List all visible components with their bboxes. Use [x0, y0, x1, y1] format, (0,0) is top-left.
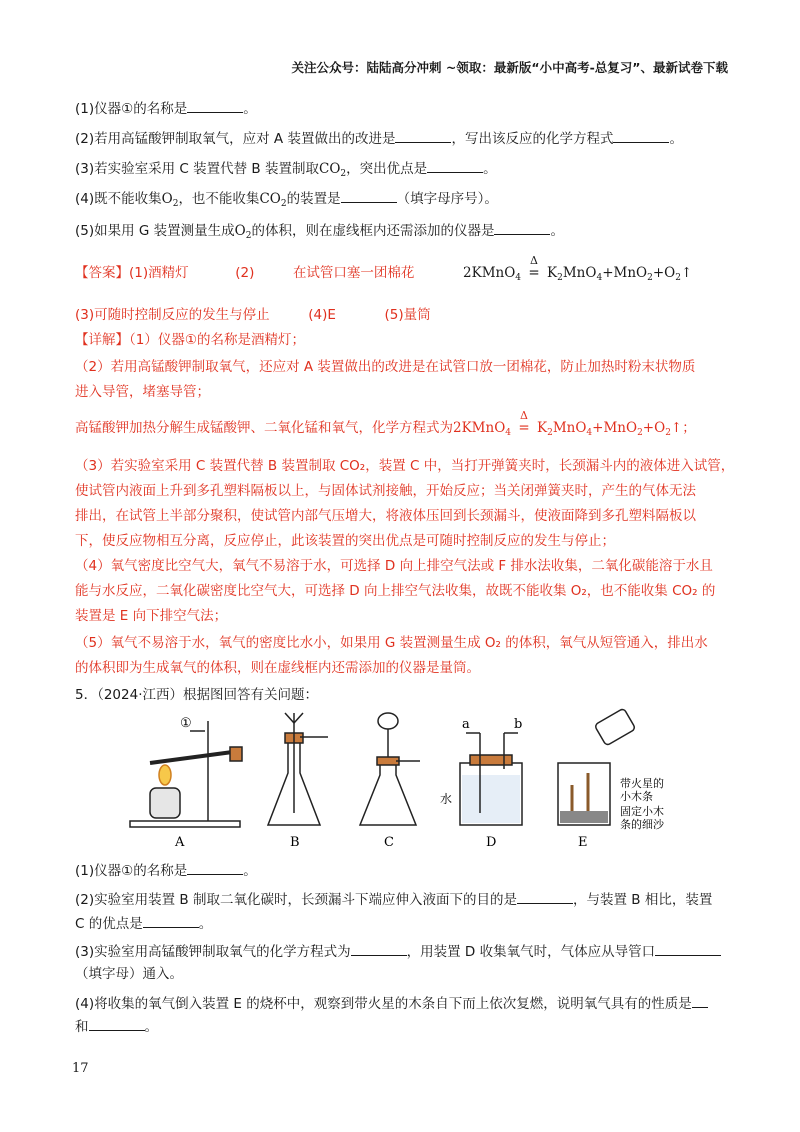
apparatus-figure — [120, 703, 680, 853]
answer-blank[interactable] — [494, 220, 550, 235]
q-part-4: (4)既不能收集$O_2$，也不能收集$CO_2$的装置是 （填字母序号）。 — [75, 188, 498, 214]
label-d: D — [486, 835, 497, 850]
apparatus-c — [360, 713, 420, 825]
answer-blank[interactable] — [517, 889, 573, 904]
q-part-5: (5)如果用 G 装置测量生成$O_2$的体积，则在虚线框内还需添加的仪器是 。 — [75, 220, 564, 246]
detail-1: 【详解】（1）仪器①的名称是酒精灯； — [75, 332, 305, 348]
detail-4b: 能与水反应，二氧化碳密度比空气大，可选择 D 向上排空气法收集，故既不能收集 O₂，也不能收集 CO₂ 的 — [75, 583, 716, 599]
co2-formula: $CO_2$ — [259, 191, 287, 209]
water-label: 水 — [440, 792, 453, 806]
answer-blank[interactable] — [613, 128, 669, 143]
label-c: C — [384, 835, 394, 850]
e-note-2: 小木条 — [620, 790, 653, 803]
e-note-1: 带火星的 — [620, 777, 664, 790]
q5-part-2b: C 的优点是 。 — [75, 913, 212, 934]
detail-2a: （2）若用高锰酸钾制取氧气，还应对 A 装置做出的改进是在试管口放一团棉花，防止加热时粉末状物质 — [75, 359, 696, 375]
detail-3a: （3）若实验室采用 C 装置代替 B 装置制取 CO₂，装置 C 中，当打开弹簧夹时，长颈漏斗内的液体进入试管， — [75, 458, 735, 474]
label-b: B — [290, 835, 300, 850]
e-note-3: 固定小木 — [620, 805, 664, 818]
q5-part-3b: （填字母）通入。 — [75, 966, 183, 982]
q-part-2: (2)若用高锰酸钾制取氧气，应对 A 装置做出的改进是 ，写出该反应的化学方程式 。 — [75, 128, 683, 149]
detail-3d: 下，使反应物相互分离，反应停止，此该装置的突出优点是可随时控制反应的发生与停止； — [75, 533, 615, 549]
circle-one-marker: ① — [180, 716, 192, 731]
answer-blank[interactable] — [143, 913, 199, 928]
detail-5b: 的体积即为生成氧气的体积，则在虚线框内还需添加的仪器是量筒。 — [75, 660, 480, 676]
answer-blank[interactable] — [395, 128, 451, 143]
apparatus-d — [460, 733, 522, 825]
q-part-1: (1)仪器①的名称是 。 — [75, 98, 257, 119]
page-number: 17 — [72, 1061, 89, 1076]
answer-blank[interactable] — [655, 941, 721, 956]
answer-blank[interactable] — [89, 1016, 145, 1031]
detail-5a: （5）氧气不易溶于水，氧气的密度比水小，如果用 G 装置测量生成 O₂ 的体积，氧气从短管通入，排出水 — [75, 635, 708, 651]
question-5-title: 5．（2024·江西）根据图回答有关问题： — [75, 687, 318, 703]
detail-4a: （4）氧气密度比空气大，氧气不易溶于水，可选择 D 向上排空气法或 F 排水法收集，二氧化碳能溶于水且 — [75, 558, 713, 574]
q5-part-4b: 和 。 — [75, 1016, 158, 1037]
answer-blank[interactable] — [427, 158, 483, 173]
q5-part-2a: (2)实验室用装置 B 制取二氧化碳时，长颈漏斗下端应伸入液面下的目的是 ，与装置 B 相比，装置 — [75, 889, 712, 910]
page-header: 关注公众号：陆陆高分冲刺 ~领取：最新版“小中高考-总复习”、最新试卷下载 — [291, 60, 728, 75]
answer-blank[interactable] — [351, 941, 407, 956]
e-note-4: 条的细沙 — [620, 818, 664, 831]
answer-blank[interactable] — [692, 993, 708, 1008]
detail-2b: 进入导管，堵塞导管； — [75, 384, 210, 400]
apparatus-b — [268, 713, 328, 825]
q-part-3: (3)若实验室采用 C 装置代替 B 装置制取$CO_2$，突出优点是 。 — [75, 158, 497, 184]
o2-formula: $O_2$ — [234, 223, 252, 241]
label-a: A — [175, 835, 185, 850]
q5-part-3a: (3)实验室用高锰酸钾制取氧气的化学方程式为 ，用装置 D 收集氧气时，气体应从导管口 — [75, 941, 721, 962]
q5-part-1: (1)仪器①的名称是 。 — [75, 860, 257, 881]
label-e: E — [578, 835, 588, 850]
answer-line-1: 【答案】(1)酒精灯 (2) 在试管口塞一团棉花 2KMnO$_4$ Δ = $K_2MnO_4+MnO_2+O_2↑$ — [75, 254, 693, 283]
detail-3c: 排出，在试管上半部分聚积，使试管内部气压增大，将液体压回到长颈漏斗，使液面降到多孔塑料隔板以 — [75, 508, 696, 524]
detail-4c: 装置是 E 向下排空气法； — [75, 608, 228, 624]
answer-blank[interactable] — [341, 188, 397, 203]
q5-part-4a: (4)将收集的氧气倒入装置 E 的烧杯中，观察到带火星的木条自下而上依次复燃，说明氧气具有的性质是 — [75, 993, 708, 1014]
detail-3b: 使试管内液面上升到多孔塑料隔板以上，与固体试剂接触，开始反应；当关闭弹簧夹时，产生的气体无法 — [75, 483, 696, 499]
answer-blank[interactable] — [187, 98, 243, 113]
co2-formula: $CO_2$ — [318, 161, 347, 179]
tube-a-label: a — [462, 717, 470, 732]
answer-line-2: (3)可随时控制反应的发生与停止 (4)E (5)量筒 — [75, 307, 431, 323]
tube-b-label: b — [514, 717, 523, 732]
o2-formula: $O_2$ — [161, 191, 179, 209]
answer-blank[interactable] — [187, 860, 243, 875]
chemical-equation: 2KMnO$_4$ Δ = $K_2MnO_4+MnO_2+O_2↑$ — [453, 409, 683, 438]
detail-2c: 高锰酸钾加热分解生成锰酸钾、二氧化锰和氧气，化学方程式为2KMnO$_4$ Δ = $K_2MnO_4+MnO_2+O_2↑$； — [75, 409, 696, 438]
apparatus-a — [130, 721, 242, 827]
chemical-equation: 2KMnO$_4$ Δ = $K_2MnO_4+MnO_2+O_2↑$ — [463, 254, 693, 283]
